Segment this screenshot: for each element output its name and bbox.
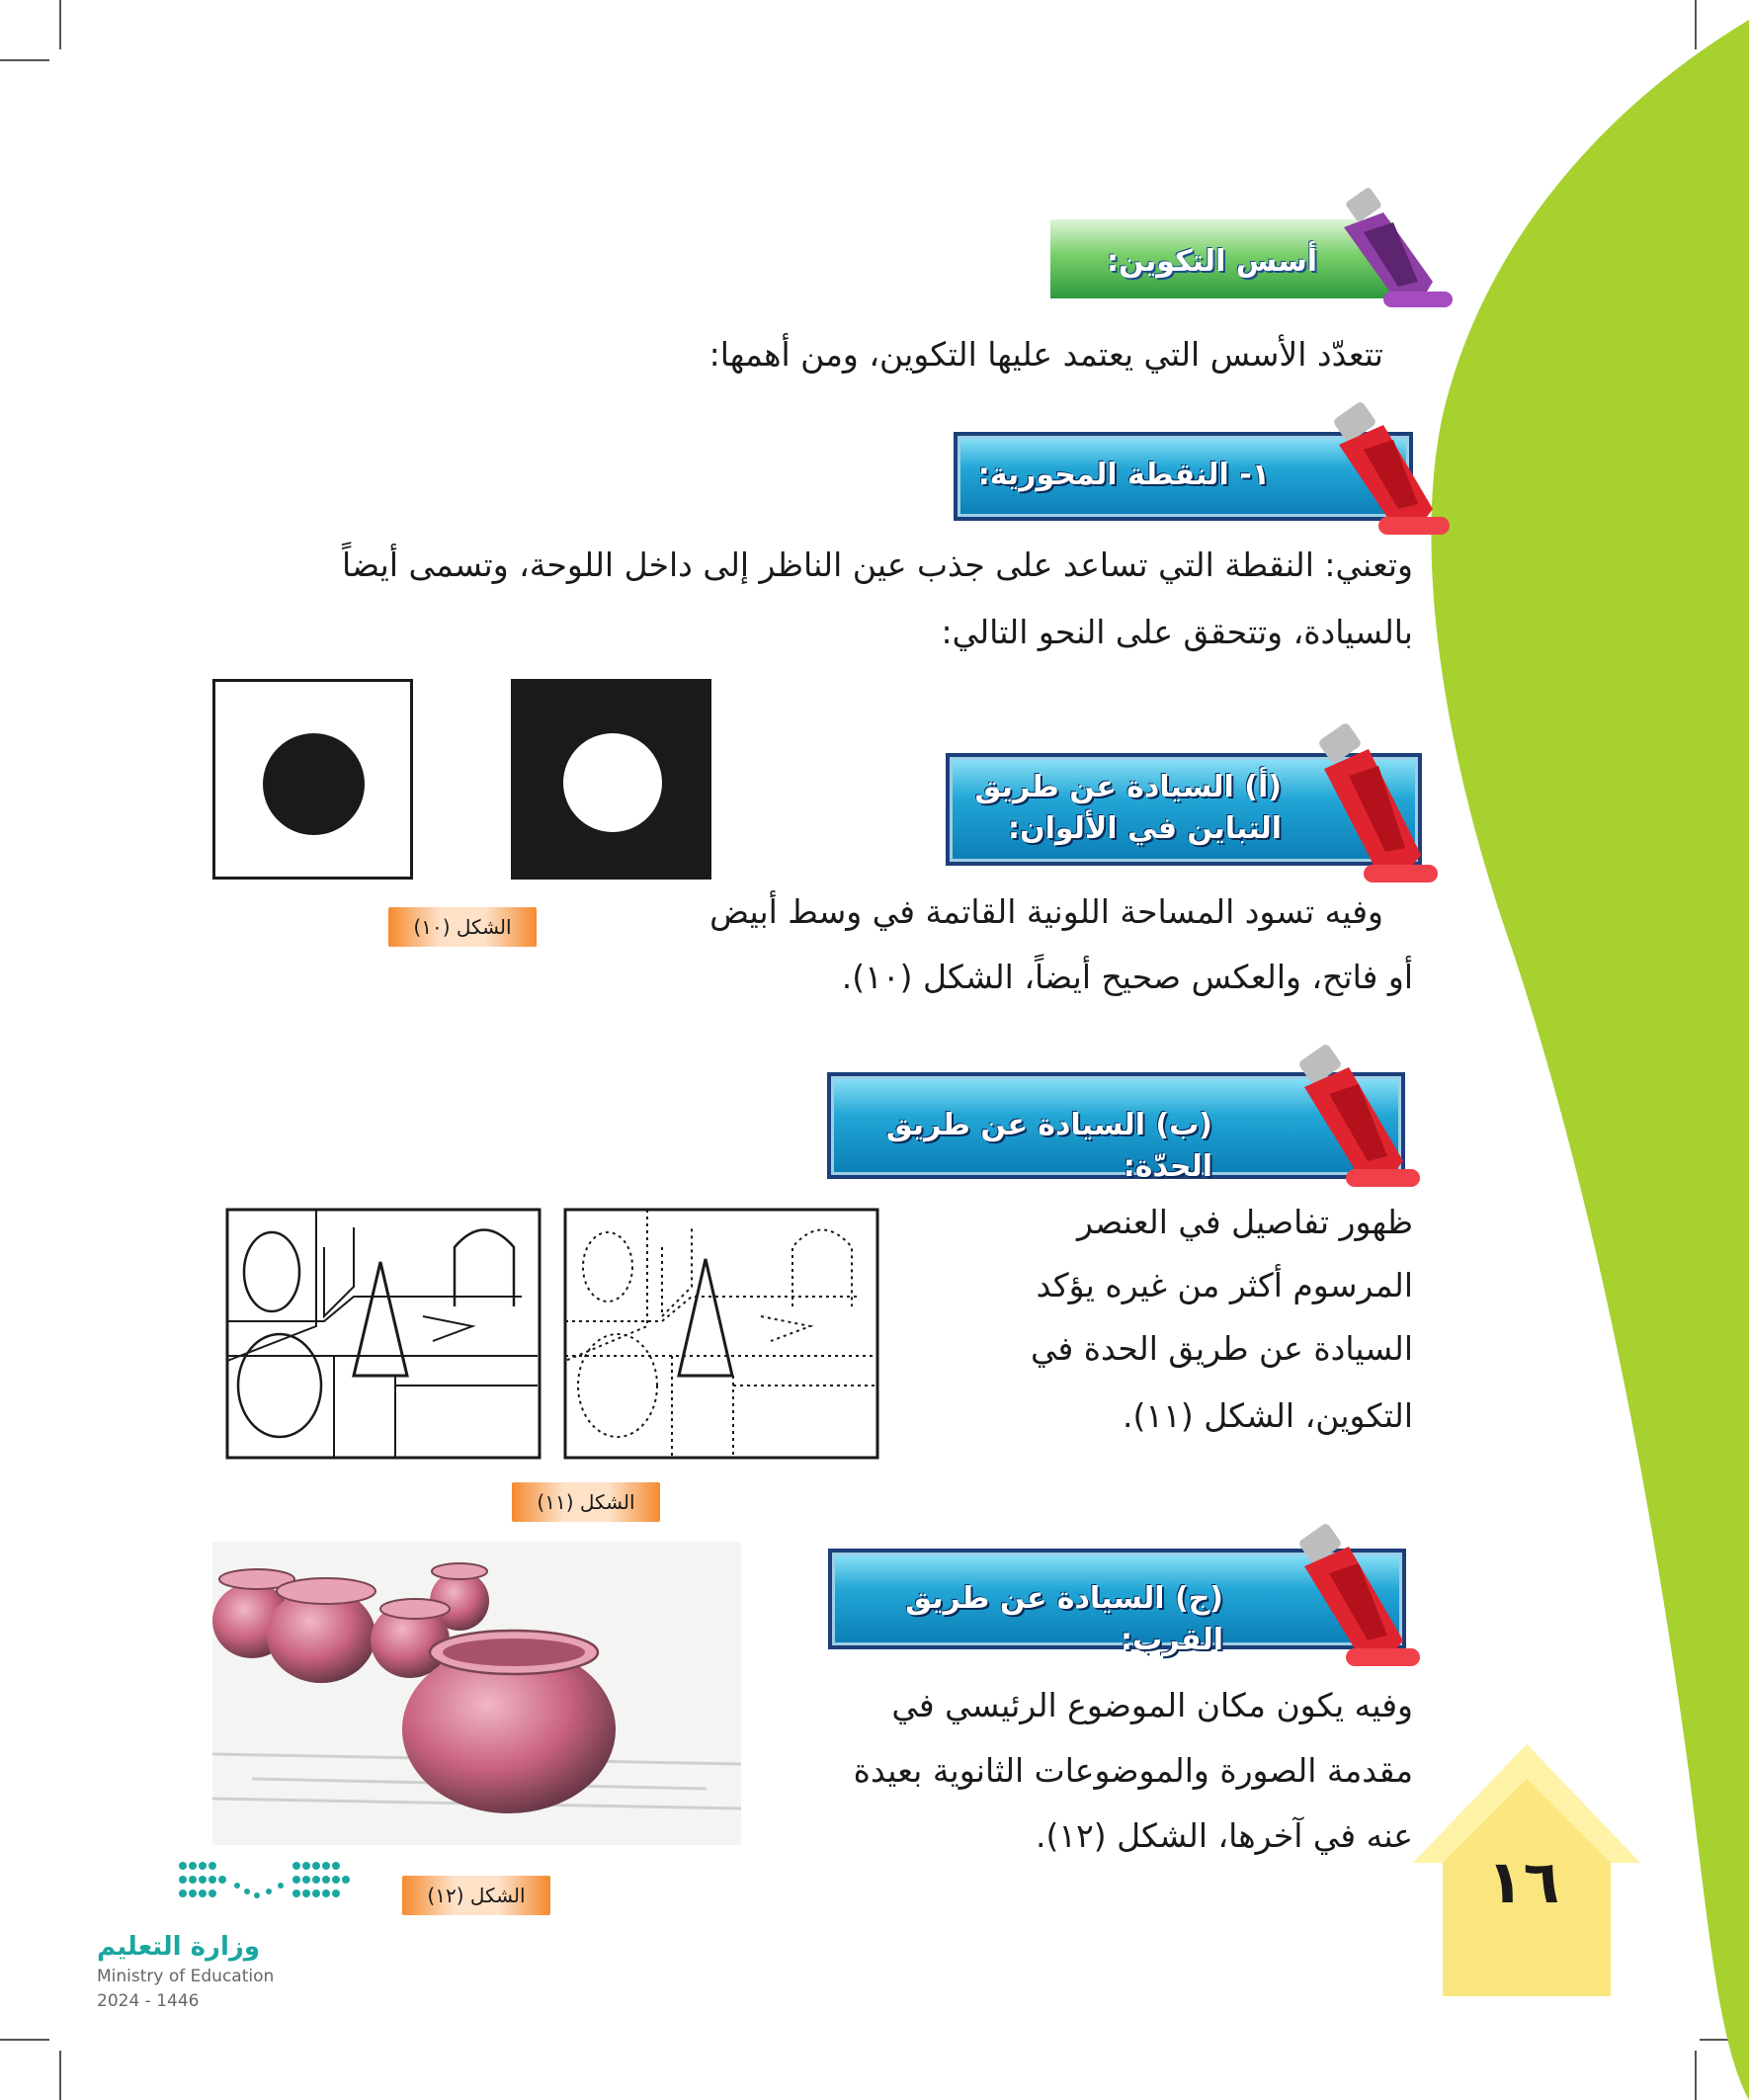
heading-b: (ب) السيادة عن طريق الحدّة: (885, 1108, 1212, 1184)
para-1-line1: وتعني: النقطة التي تساعد على جذب عين الناظر إلى داخل اللوحة، وتسمى أيضاً (342, 546, 1413, 584)
para-b-line2: المرسوم أكثر من غيره يؤكد (1036, 1266, 1413, 1304)
caption-figure-12: الشكل (١٢) (402, 1876, 550, 1915)
intro-paragraph: تتعدّد الأسس التي يعتمد عليها التكوين، ومن أهمها: (708, 335, 1383, 374)
red-tube-icon (1319, 400, 1458, 544)
crop-mark (0, 2039, 49, 2041)
ministry-year: 2024 - 1446 (97, 1991, 200, 2011)
ministry-dots-logo-icon (178, 1858, 351, 1907)
crop-mark (0, 59, 49, 61)
caption-figure-11: الشكل (١١) (512, 1482, 660, 1522)
crop-mark (59, 2051, 61, 2100)
red-tube-icon (1304, 721, 1448, 894)
dark-circle (263, 733, 365, 835)
para-1-line2: بالسيادة، وتتحقق على النحو التالي: (941, 613, 1413, 651)
para-b-line3: السيادة عن طريق الحدة في (1030, 1329, 1413, 1368)
caption-figure-10: الشكل (١٠) (388, 907, 537, 947)
heading-a-line1: (أ) السيادة عن طريق (974, 770, 1282, 804)
purple-tube-icon (1324, 188, 1458, 321)
para-b-line1: ظهور تفاصيل في العنصر (1076, 1203, 1413, 1241)
ministry-name-english: Ministry of Education (97, 1967, 275, 1986)
red-tube-icon (1285, 1522, 1433, 1680)
heading-c: (ج) السيادة عن طريق القرب: (905, 1581, 1223, 1657)
page-number: ١٦ (1487, 1848, 1560, 1917)
heading-1: ١- النقطة المحورية: (977, 458, 1270, 492)
figure-12-pots-image (212, 1542, 741, 1845)
crop-mark (59, 0, 61, 49)
figure-10-dark-square (511, 679, 711, 880)
para-c-line1: وفيه يكون مكان الموضوع الرئيسي في (891, 1686, 1413, 1724)
ministry-name-arabic: وزارة التعليم (97, 1932, 260, 1962)
figure-10-light-square (212, 679, 413, 880)
heading-a-line2: التباين في الألوان: (1007, 811, 1282, 846)
para-c-line3: عنه في آخرها، الشكل (١٢). (1035, 1816, 1413, 1855)
light-circle (563, 733, 662, 832)
para-a-line2: أو فاتح، والعكس صحيح أيضاً، الشكل (١٠). (841, 958, 1413, 996)
figure-11-dotted-drawing (563, 1208, 879, 1460)
para-b-line4: التكوين، الشكل (١١). (1123, 1396, 1413, 1435)
para-a-line1: وفيه تسود المساحة اللونية القاتمة في وسط أبيض (709, 892, 1383, 931)
section-title: أسس التكوين: (1107, 244, 1317, 279)
para-c-line2: مقدمة الصورة والموضوعات الثانوية بعيدة (853, 1751, 1413, 1790)
figure-11-sharp-drawing (225, 1208, 541, 1460)
red-tube-icon (1285, 1043, 1433, 1201)
